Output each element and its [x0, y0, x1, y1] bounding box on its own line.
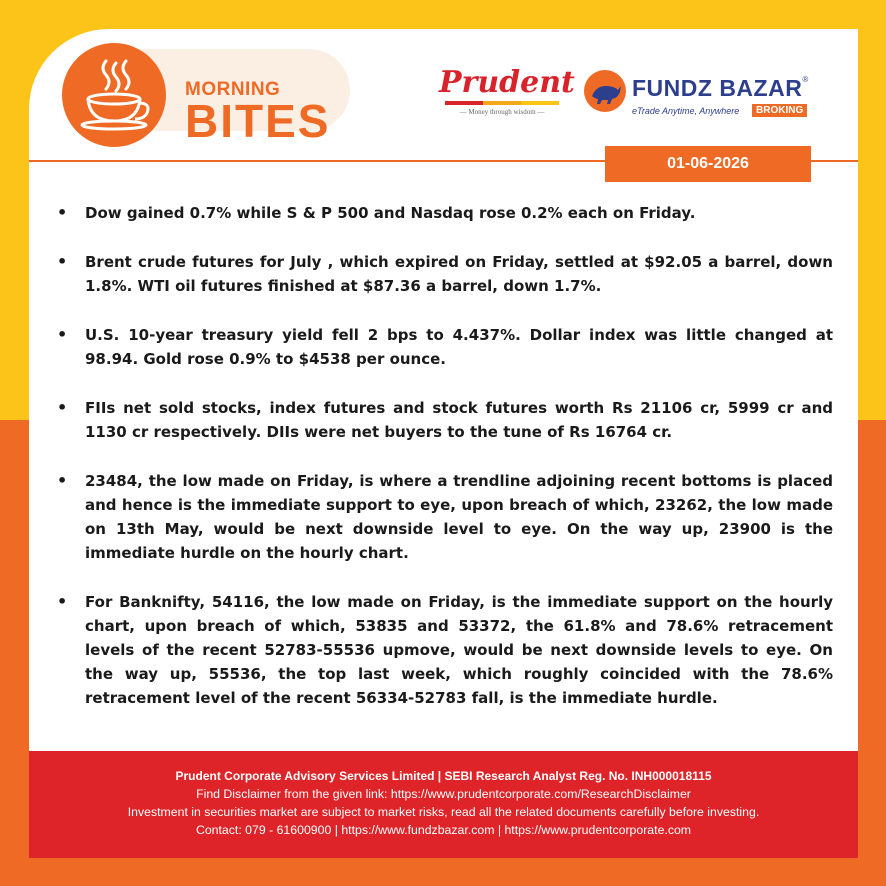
morning-label: MORNING — [185, 79, 281, 100]
bullet-dot: • — [57, 592, 68, 611]
coffee-cup-icon — [62, 43, 166, 147]
bullet-text: 23484, the low made on Friday, is where a trendline adjoining recent bottoms is placed and hence is the immediate support to eye, upon breach of which, 23262, the low made on 13th May, would be next downside level to eye. On the way up, 23900 is the immediate hurdle on the hourly chart. — [85, 472, 833, 562]
fundz-tagline: eTrade Anytime, Anywhere — [632, 106, 740, 116]
list-item — [57, 590, 833, 710]
footer-disclaimer — [29, 751, 858, 858]
list-item — [57, 396, 833, 444]
bull-icon — [584, 70, 626, 112]
bullet-text: FIIs net sold stocks, index futures and stock futures worth Rs 21106 cr, 5999 cr and 1130 cr respectively. DIIs were net buyers to the tune of Rs 16764 cr. — [85, 399, 833, 441]
bullet-text: Brent crude futures for July , which expired on Friday, settled at $92.05 a barrel, down 1.8%. WTI oil futures finished at $87.36 a barrel, down 1.7%. — [85, 253, 833, 295]
bullet-dot: • — [57, 252, 68, 271]
bites-label: BITES — [185, 95, 331, 147]
bullet-text: Dow gained 0.7% while S & P 500 and Nasdaq rose 0.2% each on Friday. — [85, 204, 696, 222]
footer-contact-line[interactable]: Contact: 079 - 61600900 | https://www.fundzbazar.com | https://www.prudentcorporate.com — [195, 823, 692, 837]
footer-disclaimer-link[interactable]: Find Disclaimer from the given link: https://www.prudentcorporate.com/ResearchDisclaimer — [196, 787, 691, 801]
bullet-text: U.S. 10-year treasury yield fell 2 bps to 4.437%. Dollar index was little changed at 98.94. Gold rose 0.9% to $4538 per ounce. — [85, 326, 833, 368]
broking-badge: BROKING — [752, 104, 807, 117]
prudent-logo — [439, 65, 575, 116]
fundz-wordmark — [632, 75, 809, 102]
prudent-color-bar — [445, 101, 559, 105]
content-card — [29, 29, 858, 858]
prudent-wordmark: Prudent — [439, 65, 575, 100]
header-divider — [29, 160, 605, 162]
bullet-dot: • — [57, 398, 68, 417]
footer-risk-line: Investment in securities market are subject to market risks, read all the related documents carefully before investing. — [127, 805, 760, 819]
bullet-dot: • — [57, 325, 68, 344]
date-badge: 01-06-2026 — [605, 146, 811, 182]
fundz-name: FUNDZ BAZAR — [632, 75, 803, 101]
list-item — [57, 323, 833, 371]
registered-mark: ® — [802, 75, 809, 84]
bullet-dot: • — [57, 203, 68, 222]
footer-company-line: Prudent Corporate Advisory Services Limited | SEBI Research Analyst Reg. No. INH000018115 — [175, 769, 712, 783]
bullet-dot: • — [57, 471, 68, 490]
prudent-tagline: — Money through wisdom — — [459, 108, 545, 116]
fundz-bazar-logo — [584, 69, 814, 129]
list-item — [57, 201, 833, 225]
list-item — [57, 250, 833, 298]
header-divider-right — [811, 160, 858, 162]
bullet-list — [57, 201, 833, 735]
list-item — [57, 469, 833, 565]
bullet-text: For Banknifty, 54116, the low made on Friday, is the immediate support on the hourly chart, upon breach of which, 53835 and 53372, the 61.8% and 78.6% retracement levels of the recent 52783-55536 upmove, would be next downside levels to eye. On the way up, 55536, the top last week, which roughly coincided with the 78.6% retracement level of the recent 56334-52783 fall, is the immediate hurdle. — [85, 593, 833, 707]
header — [29, 29, 858, 159]
